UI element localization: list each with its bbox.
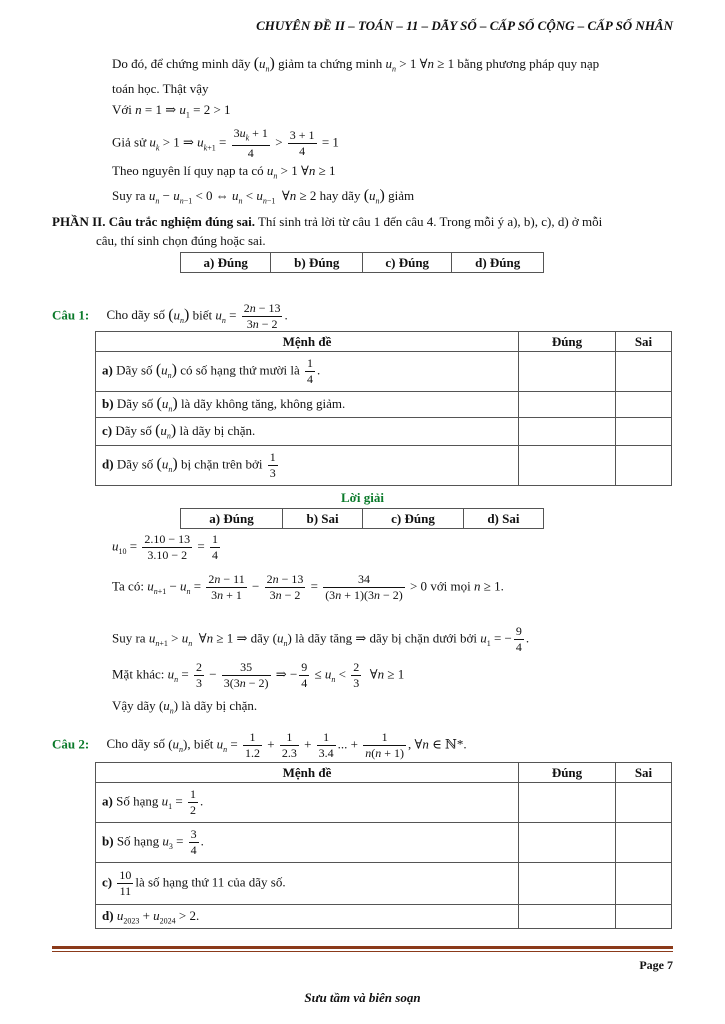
sol-matkhac: Mặt khác: $u_n$ = $\frac{2}{3}$ − $\frac{35}{3(3n - 2)}$ ⇒ − $\frac{9}{4}$ ≤ $u_n$ < $\frac{2}{3}$ ∀n ≥ 1 bbox=[112, 660, 405, 690]
text: Do đó, để chứng minh dãy bbox=[112, 56, 251, 71]
table-row: c) Dãy số $(u_n)$ là dãy bị chặn. bbox=[96, 418, 672, 446]
text: Giả sử bbox=[112, 134, 147, 150]
text: Số hạng bbox=[116, 833, 160, 849]
answer-cell: b) Đúng bbox=[271, 253, 363, 273]
false-cell[interactable] bbox=[616, 392, 672, 418]
answer-cell: c) Đúng bbox=[363, 253, 452, 273]
item-label: c) bbox=[102, 423, 113, 439]
answer-cell: a) Đúng bbox=[181, 509, 283, 529]
part2-line-2: câu, thí sinh chọn đúng hoặc sai. bbox=[96, 233, 266, 248]
footer-text: Sưu tầm và biên soạn bbox=[304, 990, 421, 1005]
item-label: b) bbox=[102, 396, 114, 412]
text: là số hạng thứ 11 của dãy số. bbox=[135, 874, 286, 890]
text: bằng phương pháp quy nạp bbox=[457, 56, 600, 71]
answer-table-solution bbox=[180, 508, 544, 529]
table-row: a) Dãy số $(u_n)$ có số hạng thứ mười là $\frac{1}{4}$ . bbox=[96, 352, 672, 392]
text: biết bbox=[192, 307, 213, 323]
answer-cell: d) Đúng bbox=[452, 253, 544, 273]
text: Dãy số bbox=[116, 362, 153, 378]
intro-line-4: Giả sử $u_k > 1$ ⇒ $u_{k+1}$ = $\frac{3u_k + 1}{4}$ > $\frac{3 + 1}{4}$ = 1 bbox=[112, 126, 339, 161]
false-cell[interactable] bbox=[616, 905, 672, 929]
true-cell[interactable] bbox=[519, 352, 616, 392]
item-label: d) bbox=[102, 907, 114, 923]
table-row: b) Dãy số $(u_n)$ là dãy không tăng, không giảm. bbox=[96, 392, 672, 418]
text: hay dãy bbox=[319, 188, 361, 203]
text: với mọi bbox=[430, 578, 471, 594]
sol-suyra: Suy ra $u_{n+1} > u_n$ ∀n ≥ 1 ⇒ dãy $(u_n)$ là dãy tăng ⇒ dãy bị chặn dưới bởi $u_1$ = − $\frac{9}{4}$ . bbox=[112, 624, 530, 654]
q2-label: Câu 2: bbox=[52, 736, 90, 752]
item-label: d) bbox=[102, 456, 114, 472]
true-cell[interactable] bbox=[519, 863, 616, 905]
false-cell[interactable] bbox=[616, 783, 672, 823]
text: Cho dãy số bbox=[106, 736, 165, 752]
col-header: Sai bbox=[616, 332, 672, 352]
sol-taco: Ta có: $u_{n+1} - u_n$ = $\frac{2n - 11}{3n + 1}$ − $\frac{2n - 13}{3n - 2}$ = $\frac{34}{(3n + 1)(3n - 2)}$ > 0 với mọi n ≥ 1. bbox=[112, 572, 504, 602]
text: Dãy số bbox=[116, 396, 154, 412]
page-header: CHUYÊN ĐỀ II – TOÁN – 11 – DÃY SỐ – CẤP SỐ CỘNG – CẤP SỐ NHÂN bbox=[256, 18, 673, 33]
true-cell[interactable] bbox=[519, 905, 616, 929]
false-cell[interactable] bbox=[616, 446, 672, 486]
text: Cho dãy số bbox=[106, 307, 165, 323]
item-label: a) bbox=[102, 793, 113, 809]
solution-title: Lời giải bbox=[341, 490, 384, 505]
item-label: a) bbox=[102, 362, 113, 378]
q1-line: Câu 1: Cho dãy số $(u_n)$ biết $u_n$ = $\frac{2n - 13}{3n - 2}$ . bbox=[52, 301, 288, 331]
item-label: b) bbox=[102, 833, 114, 849]
true-cell[interactable] bbox=[519, 418, 616, 446]
q2-table bbox=[95, 762, 672, 929]
intro-line-2: toán học. Thật vậy bbox=[112, 81, 209, 96]
q2-line: Câu 2: Cho dãy số $(u_n)$, biết $u_n$ = $\frac{1}{1.2}$ + $\frac{1}{2.3}$ + $\frac{1}{3.4}$ ... + $\frac{1}{n(n + 1)}$ , ∀n ∈ ℕ*. bbox=[52, 730, 467, 760]
text: Với bbox=[112, 102, 132, 117]
text: Theo nguyên lí quy nạp ta có bbox=[112, 163, 264, 178]
false-cell[interactable] bbox=[616, 352, 672, 392]
text: là dãy tăng bbox=[295, 630, 353, 646]
answer-cell: a) Đúng bbox=[181, 253, 271, 273]
q1-label: Câu 1: bbox=[52, 307, 90, 323]
text: Dãy số bbox=[116, 456, 154, 472]
sol-vay: Vậy dãy $(u_n)$ là dãy bị chặn. bbox=[112, 698, 258, 716]
text: bị chặn trên bởi bbox=[180, 456, 263, 472]
answer-cell: d) Sai bbox=[463, 509, 543, 529]
table-row: a) Số hạng $u_1$ = $\frac{1}{2}$ . bbox=[96, 783, 672, 823]
true-cell[interactable] bbox=[519, 823, 616, 863]
table-row: d) Dãy số $(u_n)$ bị chặn trên bởi $\frac{1}{3}$ bbox=[96, 446, 672, 486]
intro-line-5: Theo nguyên lí quy nạp ta có $u_n > 1$ ∀n ≥ 1 bbox=[112, 163, 336, 181]
text: , biết bbox=[187, 736, 214, 752]
intro-line-3: Với n = 1 ⇒ $u_1 = 2 > 1$ bbox=[112, 102, 231, 120]
part2-title: PHẦN II. Câu trắc nghiệm đúng sai. bbox=[52, 214, 255, 229]
text: Vậy dãy bbox=[112, 698, 156, 713]
true-cell[interactable] bbox=[519, 783, 616, 823]
answer-cell: c) Đúng bbox=[363, 509, 464, 529]
text: Suy ra bbox=[112, 630, 146, 646]
text: có số hạng thứ mười là bbox=[180, 362, 300, 378]
intro-line-6: Suy ra $u_n - u_{n-1} < 0$ ⇔ $u_n < u_{n-1}$ ∀n ≥ 2 hay dãy $(u_n)$ giảm bbox=[112, 187, 415, 206]
table-row: c) $\frac{10}{11}$ là số hạng thứ 11 của dãy số. bbox=[96, 863, 672, 905]
false-cell[interactable] bbox=[616, 823, 672, 863]
item-label: c) bbox=[102, 874, 113, 890]
text: giảm ta chứng minh bbox=[278, 56, 383, 71]
text: Số hạng bbox=[116, 793, 159, 809]
q1-table bbox=[95, 331, 672, 486]
footer-divider-thin bbox=[52, 951, 673, 952]
col-header: Mệnh đề bbox=[96, 763, 519, 783]
text: giảm bbox=[388, 188, 415, 203]
footer-divider bbox=[52, 946, 673, 949]
page-number: Page 7 bbox=[639, 958, 673, 972]
text: là dãy bị chặn. bbox=[181, 698, 258, 713]
table-row: b) Số hạng $u_3$ = $\frac{3}{4}$ . bbox=[96, 823, 672, 863]
text: dãy bị chặn dưới bởi bbox=[369, 630, 477, 646]
text: là dãy không tăng, không giảm. bbox=[180, 396, 346, 412]
col-header: Mệnh đề bbox=[96, 332, 519, 352]
sol-u10: $u_{10}$ = $\frac{2.10 - 13}{3.10 - 2}$ = $\frac{1}{4}$ bbox=[112, 532, 218, 562]
text: Mặt khác: bbox=[112, 666, 165, 682]
col-header: Sai bbox=[616, 763, 672, 783]
table-row: d) $u_{2023} + u_{2024} > 2$. bbox=[96, 905, 672, 929]
text: dãy bbox=[250, 630, 270, 646]
false-cell[interactable] bbox=[616, 418, 672, 446]
part2-text: Thí sinh trả lời từ câu 1 đến câu 4. Trong mỗi ý a), b), c), d) ở mỗi bbox=[254, 214, 603, 229]
part2-line-1 bbox=[52, 214, 602, 230]
text: Dãy số bbox=[115, 423, 152, 439]
true-cell[interactable] bbox=[519, 392, 616, 418]
answer-table-top bbox=[180, 252, 544, 273]
answer-cell: b) Sai bbox=[282, 509, 362, 529]
col-header: Đúng bbox=[519, 332, 616, 352]
text: Suy ra bbox=[112, 188, 146, 203]
text: Ta có: bbox=[112, 578, 144, 594]
text: là dãy bị chặn. bbox=[179, 423, 256, 439]
false-cell[interactable] bbox=[616, 863, 672, 905]
intro-line-1: Do đó, để chứng minh dãy $(u_n)$ giảm ta chứng minh $u_n > 1$ ∀n ≥ 1 bằng phương pháp quy nạp bbox=[112, 55, 600, 74]
col-header: Đúng bbox=[519, 763, 616, 783]
true-cell[interactable] bbox=[519, 446, 616, 486]
